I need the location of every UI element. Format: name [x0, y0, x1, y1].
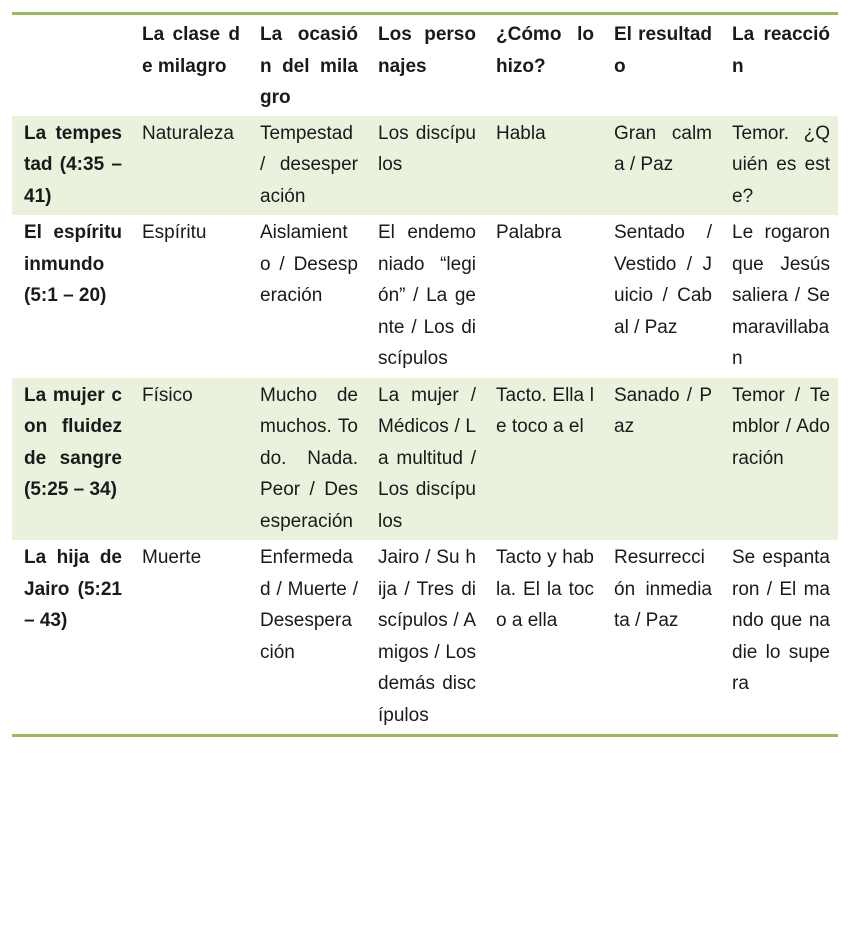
bottom-rule [12, 734, 838, 737]
miracles-table [12, 15, 838, 734]
table-cell: Sanado / Paz [614, 384, 712, 437]
table-cell: Le rogaron que Jesús saliera / Se maravillaban [732, 222, 830, 369]
table-cell: Físico [142, 384, 193, 406]
table-cell: Espíritu [142, 222, 207, 243]
header-cell-occasion: La ocasión del milagro [260, 24, 358, 108]
table-cell: Aislamiento / Desesperación [260, 222, 358, 306]
table-cell: Temor. ¿Quién es este? [732, 122, 830, 207]
row-heading: La tempestad (4:35 – 41) [24, 122, 122, 207]
table-row [12, 378, 838, 541]
table-cell: Se espantaron / El mando que nadie lo supera [732, 547, 830, 694]
table-cell: Habla [496, 122, 546, 144]
header-cell-characters: Los personajes [378, 24, 476, 77]
table-cell: Enfermedad / Muerte / Desesperación [260, 547, 358, 663]
table-row [12, 215, 838, 378]
row-heading: El espíritu inmundo (5:1 – 20) [24, 222, 122, 306]
header-cell-blank [12, 15, 130, 116]
table-cell: Los discípulos [378, 122, 476, 175]
table-cell: Temor / Temblor / Adoración [732, 384, 830, 469]
table-cell: Palabra [496, 222, 562, 243]
table-cell: Jairo / Su hija / Tres discípulos / Amigos / Los demás discípulos [378, 547, 476, 726]
table-cell: Mucho de muchos. Todo. Nada. Peor / Desesperación [260, 384, 358, 532]
miracles-table-container [12, 12, 838, 737]
table-cell: Naturaleza [142, 122, 234, 144]
table-row [12, 540, 838, 734]
table-cell: La mujer / Médicos / La multitud / Los discípulos [378, 384, 476, 532]
table-cell: Gran calma / Paz [614, 122, 712, 175]
table-cell: Tacto y habla. El la toco a ella [496, 547, 594, 631]
header-cell-reaction: La reacción [732, 24, 830, 77]
table-cell: El endemoniado “legión” / La gente / Los discípulos [378, 222, 476, 369]
table-row [12, 116, 838, 216]
row-heading: La mujer con fluidez de sangre (5:25 – 34) [24, 384, 122, 500]
header-row [12, 15, 838, 116]
table-cell: Sentado / Vestido / Juicio / Cabal / Paz [614, 222, 712, 338]
table-cell: Tempestad / desesperación [260, 122, 358, 207]
header-cell-class: La clase de milagro [142, 24, 240, 77]
table-cell: Tacto. Ella le toco a el [496, 384, 594, 437]
header-cell-how: ¿Cómo lo hizo? [496, 24, 594, 77]
row-heading: La hija de Jairo (5:21 – 43) [24, 547, 122, 631]
table-cell: Muerte [142, 547, 202, 568]
table-cell: Resurrección inmediata / Paz [614, 547, 712, 631]
header-cell-result: El resultado [614, 24, 712, 77]
